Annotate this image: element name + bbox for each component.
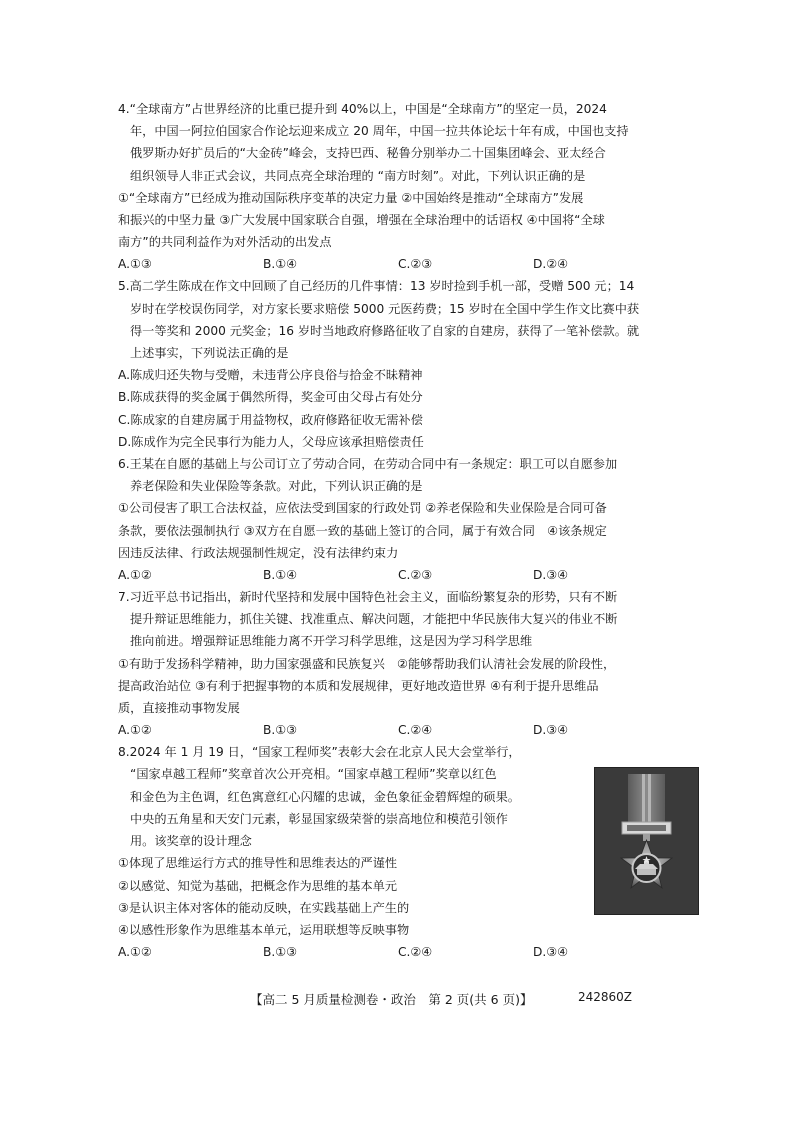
footer-code: 242860Z bbox=[578, 990, 633, 1004]
option-b: B.①④ bbox=[263, 568, 298, 583]
question-6-line: 养老保险和失业保险等条款。对此，下列认识正确的是 bbox=[130, 479, 423, 494]
question-4-line: 组织领导人非正式会议，共同点亮全球治理的 “南方时刻”。对此，下列认识正确的是 bbox=[130, 168, 586, 183]
question-6-options bbox=[118, 564, 688, 586]
question-8-line: 和金色为主色调，红色寓意红心闪耀的忠诚，金色象征金碧辉煌的硕果。 bbox=[130, 789, 520, 804]
option-c: C.②④ bbox=[398, 945, 433, 960]
question-6-statement: 条款，要依法强制执行 ③双方在自愿一致的基础上签订的合同，属于有效合同 ④该条规定 bbox=[118, 523, 607, 538]
question-5-choice-c: C.陈成家的自建房属于用益物权，政府修路征收无需补偿 bbox=[118, 412, 423, 427]
option-c: C.②④ bbox=[398, 723, 433, 738]
question-5-choice-d: D.陈成作为完全民事行为能力人，父母应该承担赔偿责任 bbox=[118, 434, 424, 449]
option-c: C.②③ bbox=[398, 257, 433, 272]
option-a: A.①③ bbox=[118, 257, 152, 272]
question-8-statement: ①体现了思维运行方式的推导性和思维表达的严谨性 bbox=[118, 856, 398, 871]
medal-icon bbox=[595, 768, 698, 914]
question-7-line: 提升辩证思维能力，抓住关键、找准重点、解决问题，才能把中华民族伟大复兴的伟业不断 bbox=[130, 612, 618, 627]
question-5 bbox=[118, 275, 688, 453]
option-a: A.①② bbox=[118, 723, 152, 738]
page-footer bbox=[250, 990, 633, 1008]
question-8-options bbox=[118, 941, 688, 963]
option-d: D.③④ bbox=[533, 945, 569, 960]
question-8-line: “国家卓越工程师”奖章首次公开亮相。“国家卓越工程师”奖章以红色 bbox=[130, 767, 497, 782]
question-7-line: 推向前进。增强辩证思维能力离不开学习科学思维，这是因为学习科学思维 bbox=[130, 634, 533, 649]
question-8-line: 用。该奖章的设计理念 bbox=[130, 834, 252, 849]
question-5-line: 岁时在学校误伤同学，对方家长要求赔偿 5000 元医药费；15 岁时在全国中学生作文比赛中获 bbox=[130, 301, 640, 316]
question-7-options bbox=[118, 719, 688, 741]
question-5-choice-b: B.陈成获得的奖金属于偶然所得，奖金可由父母占有处分 bbox=[118, 390, 423, 405]
option-d: D.③④ bbox=[533, 723, 569, 738]
question-6 bbox=[118, 453, 688, 586]
option-d: D.③④ bbox=[533, 568, 569, 583]
question-7-line: 7.习近平总书记指出，新时代坚持和发展中国特色社会主义，面临纷繁复杂的形势，只有不断 bbox=[118, 590, 618, 605]
question-7 bbox=[118, 586, 688, 741]
question-4-statement: ①“全球南方”已经成为推动国际秩序变革的决定力量 ②中国始终是推动“全球南方”发展 bbox=[118, 190, 584, 205]
question-7-statement: 提高政治站位 ③有利于把握事物的本质和发展规律，更好地改造世界 ④有利于提升思维品 bbox=[118, 678, 599, 693]
question-5-choice-a: A.陈成归还失物与受赠，未违背公序良俗与拾金不昧精神 bbox=[118, 368, 423, 383]
question-8-statement: ②以感觉、知觉为基础，把概念作为思维的基本单元 bbox=[118, 878, 398, 893]
question-5-line: 得一等奖和 2000 元奖金；16 岁时当地政府修路征收了自家的自建房，获得了一笔补偿款。就 bbox=[130, 323, 640, 338]
question-7-statement: ①有助于发扬科学精神，助力国家强盛和民族复兴 ②能够帮助我们认清社会发展的阶段性， bbox=[118, 656, 616, 671]
question-4 bbox=[118, 98, 688, 275]
question-4-statement: 南方”的共同利益作为对外活动的出发点 bbox=[118, 235, 332, 250]
question-8-statement: ④以感性形象作为思维基本单元，运用联想等反映事物 bbox=[118, 922, 410, 937]
option-b: B.①③ bbox=[263, 945, 298, 960]
option-a: A.①② bbox=[118, 945, 152, 960]
option-b: B.①③ bbox=[263, 723, 298, 738]
question-6-statement: ①公司侵害了职工合法权益，应依法受到国家的行政处罚 ②养老保险和失业保险是合同可备 bbox=[118, 501, 607, 516]
option-c: C.②③ bbox=[398, 568, 433, 583]
question-4-line: 年，中国一阿拉伯国家合作论坛迎来成立 20 周年，中国一拉共体论坛十年有成，中国也支持 bbox=[130, 124, 629, 139]
question-4-statement: 和振兴的中坚力量 ③广大发展中国家联合自强，增强在全球治理中的话语权 ④中国将“全球 bbox=[118, 213, 605, 228]
question-5-line: 上述事实，下列说法正确的是 bbox=[130, 346, 289, 361]
footer-text: 【高二 5 月质量检测卷・政治 第 2 页(共 6 页)】 bbox=[250, 992, 533, 1007]
question-8-statement: ③是认识主体对客体的能动反映，在实践基础上产生的 bbox=[118, 900, 410, 915]
option-b: B.①④ bbox=[263, 257, 298, 272]
question-6-line: 6.王某在自愿的基础上与公司订立了劳动合同，在劳动合同中有一条规定：职工可以自愿参加 bbox=[118, 457, 618, 472]
question-4-options bbox=[118, 253, 688, 275]
question-4-line: 俄罗斯办好扩员后的“大金砖”峰会，支持巴西、秘鲁分别举办二十国集团峰会、亚太经合 bbox=[130, 146, 606, 161]
option-d: D.②④ bbox=[533, 257, 569, 272]
question-8-line: 中央的五角星和天安门元素，彰显国家级荣誉的崇高地位和模范引领作 bbox=[130, 811, 508, 826]
question-6-statement: 因违反法律、行政法规强制性规定，没有法律约束力 bbox=[118, 545, 399, 560]
option-a: A.①② bbox=[118, 568, 152, 583]
medal-image bbox=[594, 767, 699, 915]
question-5-line: 5.高二学生陈成在作文中回顾了自己经历的几件事情：13 岁时捡到手机一部，受赠 500 元；14 bbox=[118, 279, 635, 294]
question-8-line: 8.2024 年 1 月 19 日，“国家工程师奖”表彰大会在北京人民大会堂举行， bbox=[118, 745, 521, 760]
question-7-statement: 质，直接推动事物发展 bbox=[118, 701, 240, 716]
question-4-line: 4.“全球南方”占世界经济的比重已提升到 40%以上，中国是“全球南方”的坚定一员，2024 bbox=[118, 102, 607, 116]
